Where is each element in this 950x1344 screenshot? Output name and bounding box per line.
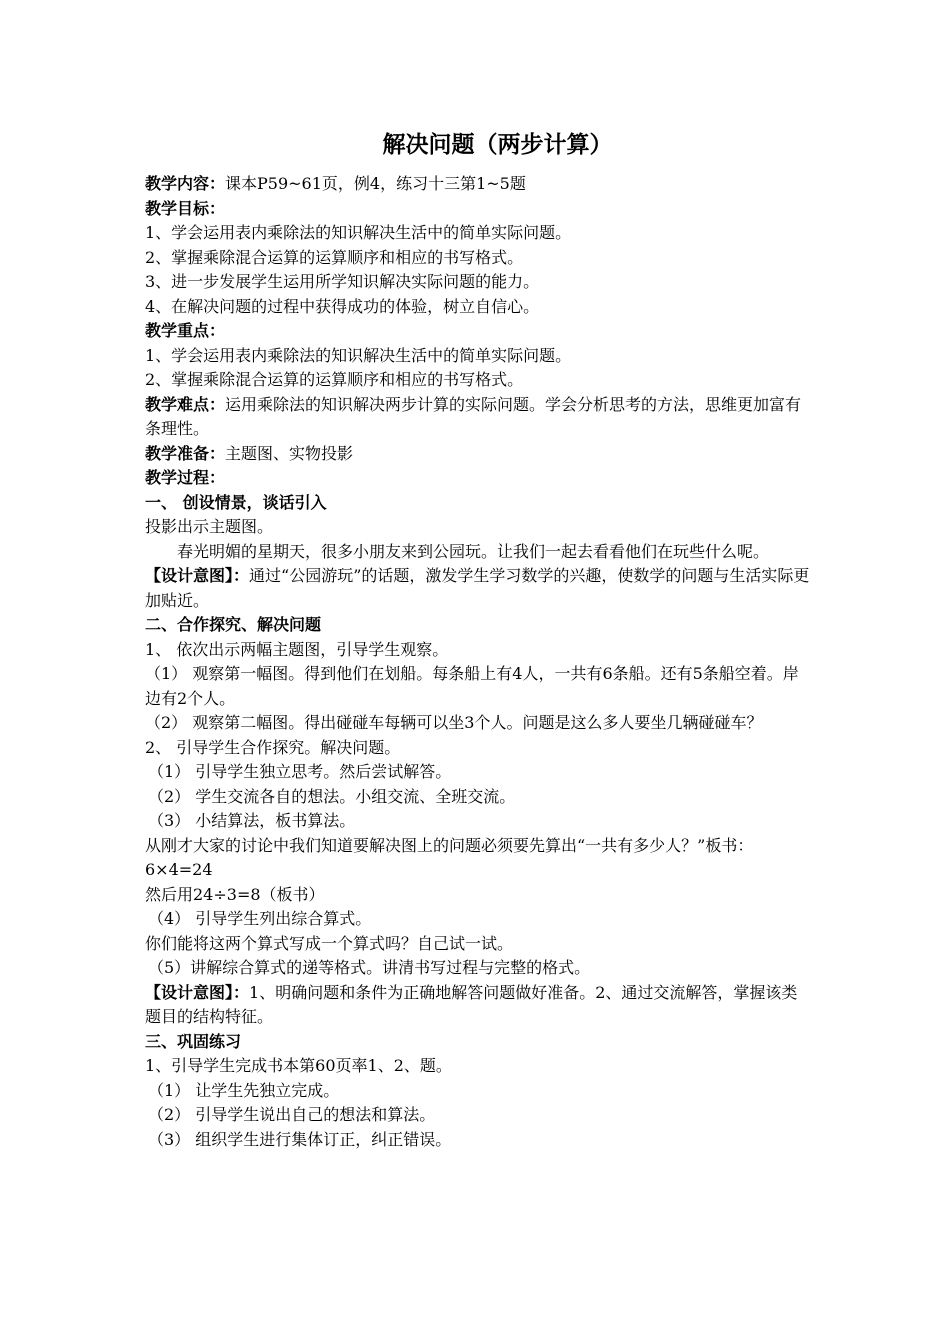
goal-item: 4、在解决问题的过程中获得成功的体验，树立自信心。: [145, 296, 540, 316]
teaching-goals-label: 教学目标：: [145, 198, 226, 218]
section-3-line: （3） 组织学生进行集体订正，纠正错误。: [148, 1129, 452, 1149]
section-2-line: 你们能将这两个算式写成一个算式吗？自己试一试。: [145, 933, 514, 953]
section-2-line: （2） 学生交流各自的想法。小组交流、全班交流。: [148, 786, 516, 806]
design-intent-text: 1、明确问题和条件为正确地解答问题做好准备。2、通过交流解答，掌握该类题目的结构特征。: [145, 982, 798, 1026]
goal-item: 2、掌握乘除混合运算的运算顺序和相应的书写格式。: [145, 247, 524, 267]
design-intent-label: 【设计意图】：: [145, 982, 250, 1002]
section-2-line: （1） 引导学生独立思考。然后尝试解答。: [148, 762, 452, 781]
section-2-line: （2） 观察第二幅图。得出碰碰车每辆可以坐3个人。问题是这么多人要坐几辆碰碰车？: [145, 713, 763, 732]
goal-item: 1、学会运用表内乘除法的知识解决生活中的简单实际问题。: [145, 223, 572, 242]
teaching-difficulty-label: 教学难点：: [145, 394, 226, 414]
section-1-line: 投影出示主题图。: [145, 517, 274, 536]
teaching-content-label: 教学内容：: [145, 174, 226, 193]
design-intent-label: 【设计意图】：: [145, 566, 250, 585]
design-intent-text: 通过“公园游玩”的话题，激发学生学习数学的兴趣，使数学的问题与生活实际更加贴近。: [145, 566, 810, 610]
teaching-key-label: 教学重点：: [145, 321, 226, 340]
teaching-prep-label: 教学准备：: [145, 443, 226, 463]
section-3-heading: 三、巩固练习: [145, 1031, 242, 1051]
teaching-content: [145, 172, 810, 197]
section-1-line: 春光明媚的星期天，很多小朋友来到公园玩。让我们一起去看看他们在玩些什么呢。: [177, 541, 770, 561]
key-item: 1、学会运用表内乘除法的知识解决生活中的简单实际问题。: [145, 345, 572, 365]
goal-item: 3、进一步发展学生运用所学知识解决实际问题的能力。: [145, 272, 540, 291]
teaching-prep-text: 主题图、实物投影: [225, 443, 354, 463]
document-page: [145, 130, 810, 1152]
section-3-line: （2） 引导学生说出自己的想法和算法。: [148, 1105, 436, 1124]
section-2-line: （4） 引导学生列出综合算式。: [148, 909, 372, 928]
section-3-line: （1） 让学生先独立完成。: [148, 1080, 340, 1100]
teaching-difficulty: [145, 393, 810, 442]
section-3-line: 1、引导学生完成书本第60页率1、2、题。: [145, 1056, 452, 1075]
page-title: 解决问题（两步计算）: [382, 131, 613, 158]
teaching-content-text: 课本P59~61页，例4，练习十三第1~5题: [225, 174, 526, 193]
section-2-line: 从刚才大家的讨论中我们知道要解决图上的问题必须要先算出“一共有多少人？”板书：6×4=24: [145, 835, 754, 879]
teaching-difficulty-text: 运用乘除法的知识解决两步计算的实际问题。学会分析思考的方法，思维更加富有条理性。: [145, 394, 802, 438]
section-2-line: 1、 依次出示两幅主题图，引导学生观察。: [145, 639, 449, 659]
section-2-line: （1） 观察第一幅图。得到他们在划船。每条船上有4人，一共有6条船。还有5条船空着。岸边有2个人。: [145, 664, 799, 708]
section-1-intent: [145, 564, 810, 613]
section-2-heading: 二、合作探究、解决问题: [145, 615, 322, 634]
section-2-intent: [145, 981, 810, 1030]
section-2-line: 2、 引导学生合作探究。解决问题。: [145, 737, 401, 757]
teaching-process-label: 教学过程：: [145, 468, 226, 487]
section-2-line: （5）讲解综合算式的递等格式。讲清书写过程与完整的格式。: [148, 958, 591, 977]
key-item: 2、掌握乘除混合运算的运算顺序和相应的书写格式。: [145, 370, 524, 389]
section-1-heading: 一、 创设情景，谈话引入: [145, 492, 327, 512]
section-2-line: 然后用24÷3=8（板书）: [145, 884, 325, 904]
teaching-prep: [145, 442, 810, 467]
section-2-line: （3） 小结算法，板书算法。: [148, 811, 356, 830]
